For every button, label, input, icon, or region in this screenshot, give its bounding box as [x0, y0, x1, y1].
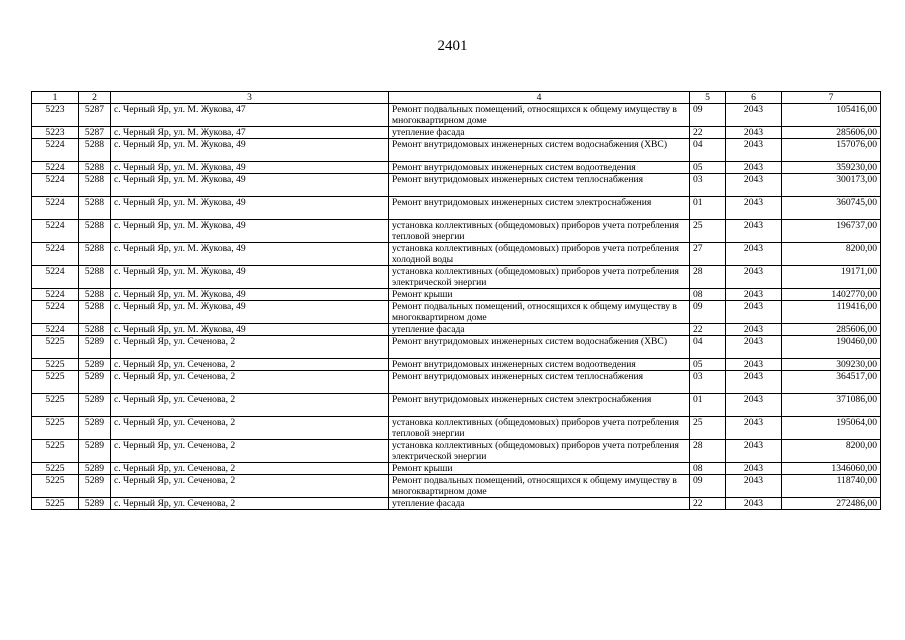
- house-id-cell: 5287: [79, 104, 111, 127]
- year-cell: 2043: [726, 104, 782, 127]
- house-id-cell: 5289: [79, 463, 111, 475]
- record-number-cell: 5224: [32, 139, 79, 162]
- table-row: [32, 289, 881, 301]
- address-cell: с. Черный Яр, ул. Сеченова, 2: [111, 417, 389, 440]
- work-code-cell: 22: [690, 498, 726, 510]
- work-type-cell: Ремонт внутридомовых инженерных систем водоотведения: [389, 359, 690, 371]
- cost-cell: 118740,00: [782, 475, 881, 498]
- column-header: 6: [726, 92, 782, 104]
- address-cell: с. Черный Яр, ул. М. Жукова, 49: [111, 289, 389, 301]
- column-header: 4: [389, 92, 690, 104]
- year-cell: 2043: [726, 498, 782, 510]
- work-code-cell: 03: [690, 174, 726, 197]
- house-id-cell: 5289: [79, 394, 111, 417]
- cost-cell: 272486,00: [782, 498, 881, 510]
- address-cell: с. Черный Яр, ул. М. Жукова, 49: [111, 197, 389, 220]
- work-type-cell: Ремонт внутридомовых инженерных систем теплоснабжения: [389, 174, 690, 197]
- table-row: [32, 266, 881, 289]
- cost-cell: 105416,00: [782, 104, 881, 127]
- house-id-cell: 5289: [79, 417, 111, 440]
- record-number-cell: 5225: [32, 463, 79, 475]
- cost-cell: 157076,00: [782, 139, 881, 162]
- cost-cell: 285606,00: [782, 324, 881, 336]
- year-cell: 2043: [726, 220, 782, 243]
- record-number-cell: 5224: [32, 220, 79, 243]
- table-row: [32, 174, 881, 197]
- column-header: 3: [111, 92, 389, 104]
- address-cell: с. Черный Яр, ул. Сеченова, 2: [111, 440, 389, 463]
- work-code-cell: 27: [690, 243, 726, 266]
- house-id-cell: 5288: [79, 243, 111, 266]
- work-type-cell: установка коллективных (общедомовых) приборов учета потребления тепловой энергии: [389, 220, 690, 243]
- cost-cell: 119416,00: [782, 301, 881, 324]
- address-cell: с. Черный Яр, ул. М. Жукова, 49: [111, 220, 389, 243]
- work-code-cell: 09: [690, 104, 726, 127]
- table-row: [32, 475, 881, 498]
- record-number-cell: 5225: [32, 359, 79, 371]
- table-row: [32, 324, 881, 336]
- record-number-cell: 5225: [32, 371, 79, 394]
- record-number-cell: 5224: [32, 162, 79, 174]
- cost-cell: 19171,00: [782, 266, 881, 289]
- work-code-cell: 08: [690, 289, 726, 301]
- work-code-cell: 22: [690, 324, 726, 336]
- cost-cell: 1402770,00: [782, 289, 881, 301]
- work-type-cell: Ремонт внутридомовых инженерных систем водоснабжения (ХВС): [389, 336, 690, 359]
- house-id-cell: 5289: [79, 475, 111, 498]
- house-id-cell: 5288: [79, 266, 111, 289]
- cost-cell: 371086,00: [782, 394, 881, 417]
- work-type-cell: утепление фасада: [389, 127, 690, 139]
- work-code-cell: 08: [690, 463, 726, 475]
- address-cell: с. Черный Яр, ул. Сеченова, 2: [111, 475, 389, 498]
- table-row: [32, 440, 881, 463]
- house-id-cell: 5289: [79, 440, 111, 463]
- record-number-cell: 5224: [32, 197, 79, 220]
- record-number-cell: 5224: [32, 266, 79, 289]
- table-row: [32, 139, 881, 162]
- work-type-cell: Ремонт подвальных помещений, относящихся к общему имуществу в многоквартирном доме: [389, 475, 690, 498]
- work-code-cell: 09: [690, 301, 726, 324]
- work-type-cell: Ремонт подвальных помещений, относящихся к общему имуществу в многоквартирном доме: [389, 104, 690, 127]
- work-type-cell: Ремонт внутридомовых инженерных систем теплоснабжения: [389, 371, 690, 394]
- register-table: [31, 91, 881, 510]
- work-type-cell: Ремонт крыши: [389, 289, 690, 301]
- table-row: [32, 394, 881, 417]
- record-number-cell: 5224: [32, 243, 79, 266]
- work-code-cell: 28: [690, 440, 726, 463]
- table-row: [32, 197, 881, 220]
- address-cell: с. Черный Яр, ул. Сеченова, 2: [111, 359, 389, 371]
- year-cell: 2043: [726, 359, 782, 371]
- table-row: [32, 359, 881, 371]
- work-type-cell: Ремонт внутридомовых инженерных систем водоотведения: [389, 162, 690, 174]
- work-code-cell: 05: [690, 162, 726, 174]
- work-type-cell: установка коллективных (общедомовых) приборов учета потребления электрической энергии: [389, 266, 690, 289]
- year-cell: 2043: [726, 475, 782, 498]
- record-number-cell: 5225: [32, 336, 79, 359]
- record-number-cell: 5225: [32, 440, 79, 463]
- work-code-cell: 04: [690, 336, 726, 359]
- address-cell: с. Черный Яр, ул. Сеченова, 2: [111, 498, 389, 510]
- column-header: 2: [79, 92, 111, 104]
- work-type-cell: установка коллективных (общедомовых) приборов учета потребления холодной воды: [389, 243, 690, 266]
- house-id-cell: 5288: [79, 174, 111, 197]
- work-type-cell: Ремонт крыши: [389, 463, 690, 475]
- year-cell: 2043: [726, 162, 782, 174]
- cost-cell: 364517,00: [782, 371, 881, 394]
- table-row: [32, 220, 881, 243]
- work-type-cell: утепление фасада: [389, 324, 690, 336]
- work-type-cell: Ремонт внутридомовых инженерных систем электроснабжения: [389, 394, 690, 417]
- table-row: [32, 336, 881, 359]
- work-code-cell: 25: [690, 220, 726, 243]
- record-number-cell: 5225: [32, 475, 79, 498]
- page-number: 2401: [437, 38, 468, 54]
- address-cell: с. Черный Яр, ул. М. Жукова, 47: [111, 104, 389, 127]
- year-cell: 2043: [726, 394, 782, 417]
- work-type-cell: Ремонт внутридомовых инженерных систем электроснабжения: [389, 197, 690, 220]
- house-id-cell: 5288: [79, 197, 111, 220]
- cost-cell: 359230,00: [782, 162, 881, 174]
- year-cell: 2043: [726, 174, 782, 197]
- house-id-cell: 5289: [79, 336, 111, 359]
- house-id-cell: 5289: [79, 359, 111, 371]
- work-code-cell: 09: [690, 475, 726, 498]
- work-code-cell: 04: [690, 139, 726, 162]
- address-cell: с. Черный Яр, ул. Сеченова, 2: [111, 336, 389, 359]
- cost-cell: 1346060,00: [782, 463, 881, 475]
- work-type-cell: установка коллективных (общедомовых) приборов учета потребления электрической энергии: [389, 440, 690, 463]
- year-cell: 2043: [726, 417, 782, 440]
- work-code-cell: 03: [690, 371, 726, 394]
- cost-cell: 360745,00: [782, 197, 881, 220]
- year-cell: 2043: [726, 371, 782, 394]
- house-id-cell: 5288: [79, 301, 111, 324]
- column-header: 7: [782, 92, 881, 104]
- work-code-cell: 22: [690, 127, 726, 139]
- work-type-cell: Ремонт подвальных помещений, относящихся к общему имуществу в многоквартирном доме: [389, 301, 690, 324]
- cost-cell: 190460,00: [782, 336, 881, 359]
- work-type-cell: утепление фасада: [389, 498, 690, 510]
- work-code-cell: 05: [690, 359, 726, 371]
- house-id-cell: 5288: [79, 220, 111, 243]
- address-cell: с. Черный Яр, ул. Сеченова, 2: [111, 394, 389, 417]
- cost-cell: 196737,00: [782, 220, 881, 243]
- address-cell: с. Черный Яр, ул. М. Жукова, 47: [111, 127, 389, 139]
- work-code-cell: 28: [690, 266, 726, 289]
- year-cell: 2043: [726, 324, 782, 336]
- table-row: [32, 498, 881, 510]
- column-header: 1: [32, 92, 79, 104]
- house-id-cell: 5289: [79, 371, 111, 394]
- address-cell: с. Черный Яр, ул. М. Жукова, 49: [111, 324, 389, 336]
- year-cell: 2043: [726, 289, 782, 301]
- year-cell: 2043: [726, 127, 782, 139]
- address-cell: с. Черный Яр, ул. Сеченова, 2: [111, 463, 389, 475]
- cost-cell: 8200,00: [782, 440, 881, 463]
- cost-cell: 195064,00: [782, 417, 881, 440]
- record-number-cell: 5225: [32, 498, 79, 510]
- work-code-cell: 01: [690, 197, 726, 220]
- cost-cell: 8200,00: [782, 243, 881, 266]
- record-number-cell: 5223: [32, 104, 79, 127]
- work-code-cell: 01: [690, 394, 726, 417]
- address-cell: с. Черный Яр, ул. М. Жукова, 49: [111, 139, 389, 162]
- cost-cell: 285606,00: [782, 127, 881, 139]
- year-cell: 2043: [726, 197, 782, 220]
- record-number-cell: 5225: [32, 417, 79, 440]
- year-cell: 2043: [726, 463, 782, 475]
- table-row: [32, 371, 881, 394]
- work-type-cell: Ремонт внутридомовых инженерных систем водоснабжения (ХВС): [389, 139, 690, 162]
- work-type-cell: установка коллективных (общедомовых) приборов учета потребления тепловой энергии: [389, 417, 690, 440]
- record-number-cell: 5224: [32, 301, 79, 324]
- table-row: [32, 127, 881, 139]
- house-id-cell: 5288: [79, 139, 111, 162]
- record-number-cell: 5224: [32, 324, 79, 336]
- table-row: [32, 104, 881, 127]
- year-cell: 2043: [726, 301, 782, 324]
- year-cell: 2043: [726, 440, 782, 463]
- house-id-cell: 5288: [79, 162, 111, 174]
- record-number-cell: 5225: [32, 394, 79, 417]
- work-code-cell: 25: [690, 417, 726, 440]
- address-cell: с. Черный Яр, ул. М. Жукова, 49: [111, 266, 389, 289]
- address-cell: с. Черный Яр, ул. М. Жукова, 49: [111, 174, 389, 197]
- address-cell: с. Черный Яр, ул. М. Жукова, 49: [111, 162, 389, 174]
- table-body: [32, 104, 881, 510]
- record-number-cell: 5224: [32, 174, 79, 197]
- table-row: [32, 463, 881, 475]
- house-id-cell: 5289: [79, 498, 111, 510]
- table-row: [32, 243, 881, 266]
- house-id-cell: 5287: [79, 127, 111, 139]
- record-number-cell: 5224: [32, 289, 79, 301]
- column-header: 5: [690, 92, 726, 104]
- header-row: [32, 92, 881, 104]
- year-cell: 2043: [726, 139, 782, 162]
- year-cell: 2043: [726, 243, 782, 266]
- table-row: [32, 417, 881, 440]
- house-id-cell: 5288: [79, 324, 111, 336]
- address-cell: с. Черный Яр, ул. М. Жукова, 49: [111, 301, 389, 324]
- record-number-cell: 5223: [32, 127, 79, 139]
- cost-cell: 300173,00: [782, 174, 881, 197]
- house-id-cell: 5288: [79, 289, 111, 301]
- cost-cell: 309230,00: [782, 359, 881, 371]
- year-cell: 2043: [726, 266, 782, 289]
- address-cell: с. Черный Яр, ул. Сеченова, 2: [111, 371, 389, 394]
- table-row: [32, 301, 881, 324]
- address-cell: с. Черный Яр, ул. М. Жукова, 49: [111, 243, 389, 266]
- table-row: [32, 162, 881, 174]
- year-cell: 2043: [726, 336, 782, 359]
